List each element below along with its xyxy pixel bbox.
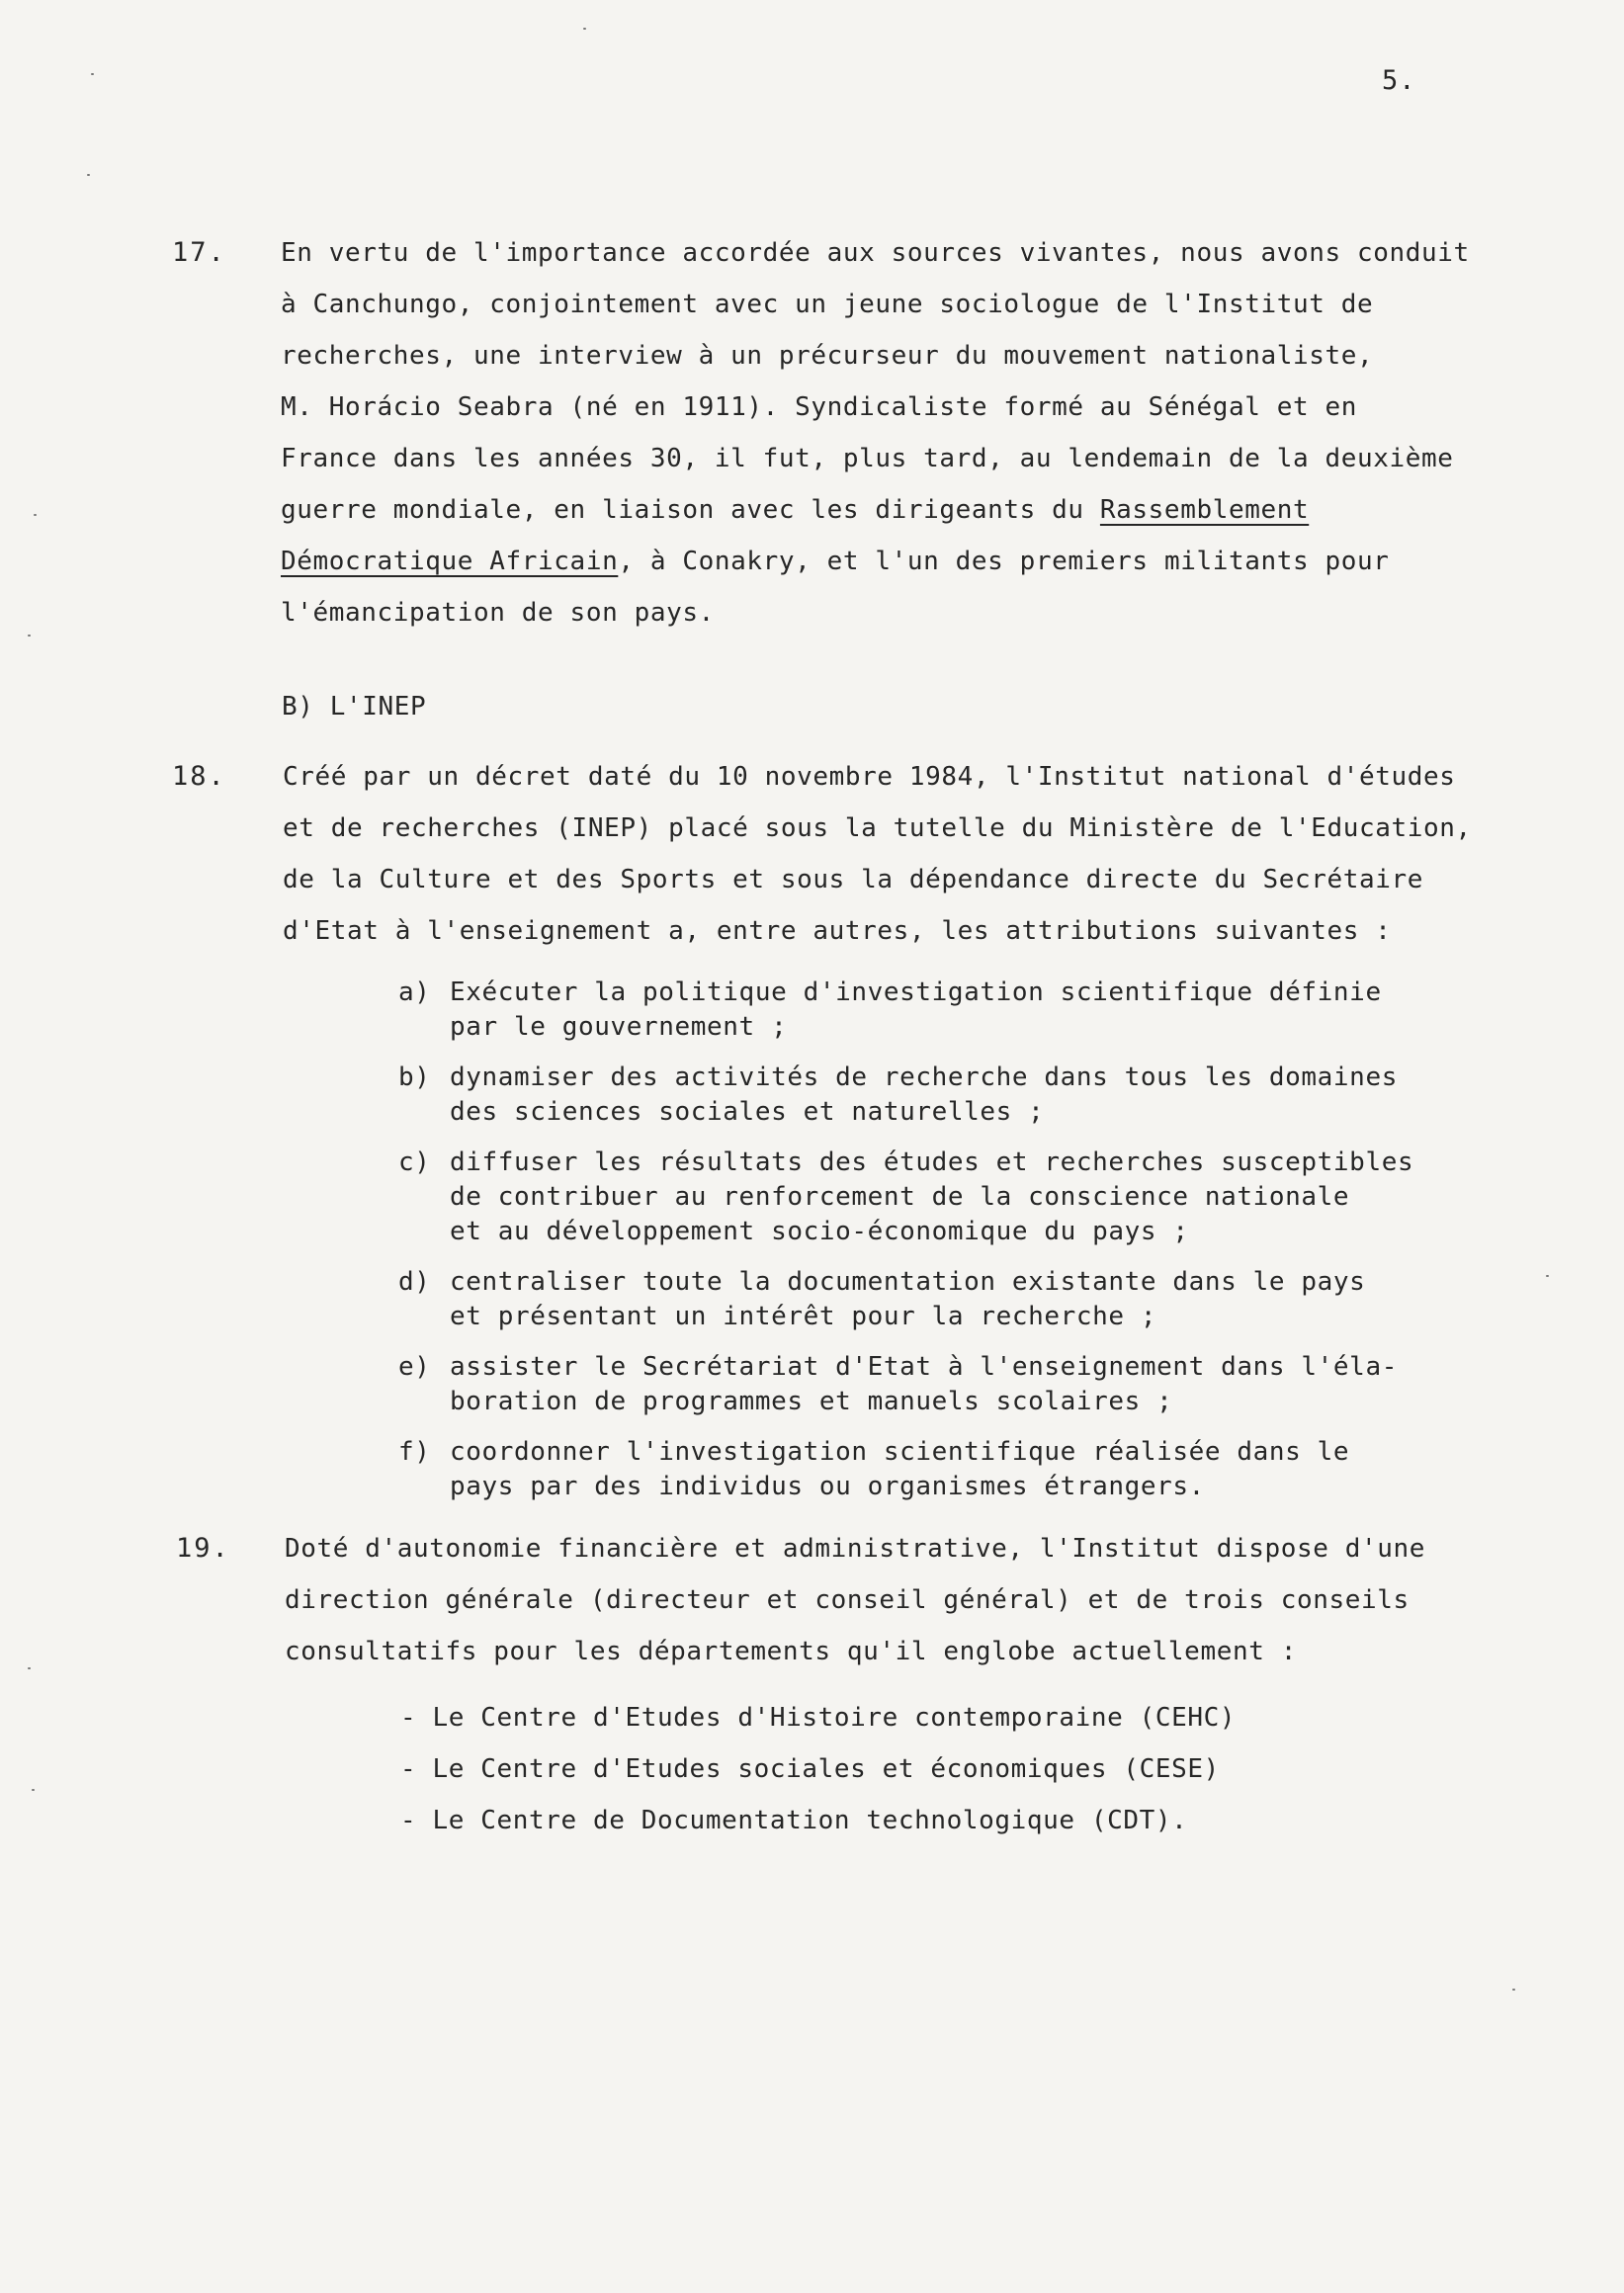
scan-speck xyxy=(1512,1989,1515,1991)
text-line: et au développement socio-économique du pays ; xyxy=(450,1217,1189,1246)
text-segment: guerre mondiale, en liaison avec les dirigeants du xyxy=(281,495,1100,525)
attributions-list xyxy=(398,976,1515,1520)
scan-speck xyxy=(32,1789,35,1791)
paragraph-text xyxy=(285,1523,1560,1677)
scan-speck xyxy=(91,73,94,75)
text-line: Doté d'autonomie financière et administrative, l'Institut dispose d'une xyxy=(285,1534,1425,1564)
text-line: et de recherches (INEP) placé sous la tutelle du Ministère de l'Education, xyxy=(283,813,1472,843)
text-line: coordonner l'investigation scientifique réalisée dans le xyxy=(450,1437,1350,1467)
text-line: de contribuer au renforcement de la conscience nationale xyxy=(450,1182,1350,1212)
list-marker: f) xyxy=(398,1437,431,1467)
scan-speck xyxy=(28,1667,31,1669)
text-line: pays par des individus ou organismes étrangers. xyxy=(450,1472,1205,1501)
paragraph-number: 18. xyxy=(172,761,226,792)
list-marker: a) xyxy=(398,977,431,1007)
text-line: direction générale (directeur et conseil général) et de trois conseils xyxy=(285,1585,1410,1615)
text-line: et présentant un intérêt pour la recherche ; xyxy=(450,1302,1157,1331)
list-item xyxy=(398,1061,1515,1130)
text-line: M. Horácio Seabra (né en 1911). Syndicaliste formé au Sénégal et en xyxy=(281,392,1357,422)
list-item xyxy=(398,1350,1515,1419)
list-marker: c) xyxy=(398,1147,431,1177)
page-number: 5. xyxy=(1382,65,1416,96)
scan-speck xyxy=(583,28,586,30)
list-item xyxy=(398,1146,1515,1249)
text-line: des sciences sociales et naturelles ; xyxy=(450,1097,1045,1127)
list-item xyxy=(398,1265,1515,1334)
underlined-organization-name: Rassemblement xyxy=(1099,495,1310,525)
text-line: boration de programmes et manuels scolaires ; xyxy=(450,1387,1173,1416)
text-line: En vertu de l'importance accordée aux sources vivantes, nous avons conduit xyxy=(281,238,1470,268)
scan-speck xyxy=(28,635,31,637)
paragraph-number: 17. xyxy=(172,237,226,268)
list-item: - Le Centre de Documentation technologique (CDT). xyxy=(400,1806,1188,1835)
section-heading: B) L'INEP xyxy=(282,692,427,722)
text-line: France dans les années 30, il fut, plus tard, au lendemain de la deuxième xyxy=(281,444,1454,473)
list-item xyxy=(398,1435,1515,1504)
underlined-organization-name: Démocratique Africain xyxy=(281,547,619,576)
list-item: - Le Centre d'Etudes sociales et économiques (CESE) xyxy=(400,1754,1220,1784)
paragraph-number: 19. xyxy=(176,1533,230,1564)
text-line: consultatifs pour les départements qu'il englobe actuellement : xyxy=(285,1637,1297,1666)
text-line: dynamiser des activités de recherche dans tous les domaines xyxy=(450,1062,1398,1092)
text-segment: , à Conakry, et l'un des premiers militants pour xyxy=(618,547,1390,576)
text-line: centraliser toute la documentation existante dans le pays xyxy=(450,1267,1366,1297)
list-item xyxy=(398,976,1515,1045)
text-line xyxy=(281,484,1556,536)
text-line: Exécuter la politique d'investigation scientifique définie xyxy=(450,977,1382,1007)
scan-speck xyxy=(34,514,37,516)
list-marker: d) xyxy=(398,1267,431,1297)
text-line: l'émancipation de son pays. xyxy=(281,598,715,628)
paragraph-text xyxy=(281,227,1556,638)
scan-speck xyxy=(1546,1275,1549,1277)
list-item: - Le Centre d'Etudes d'Histoire contemporaine (CEHC) xyxy=(400,1703,1237,1733)
text-line: de la Culture et des Sports et sous la dépendance directe du Secrétaire xyxy=(283,865,1423,894)
text-line: diffuser les résultats des études et recherches susceptibles xyxy=(450,1147,1414,1177)
scan-speck xyxy=(87,174,90,176)
text-line: à Canchungo, conjointement avec un jeune sociologue de l'Institut de xyxy=(281,290,1374,319)
list-marker: e) xyxy=(398,1352,431,1382)
centres-list xyxy=(400,1692,1389,1846)
paragraph-text xyxy=(283,751,1558,957)
text-line: d'Etat à l'enseignement a, entre autres, les attributions suivantes : xyxy=(283,916,1392,946)
text-line: par le gouvernement ; xyxy=(450,1012,788,1042)
text-line: recherches, une interview à un précurseur du mouvement nationaliste, xyxy=(281,341,1374,371)
list-marker: b) xyxy=(398,1062,431,1092)
text-line: assister le Secrétariat d'Etat à l'enseignement dans l'éla- xyxy=(450,1352,1398,1382)
text-line: Créé par un décret daté du 10 novembre 1984, l'Institut national d'études xyxy=(283,762,1456,792)
text-line xyxy=(281,536,1556,587)
